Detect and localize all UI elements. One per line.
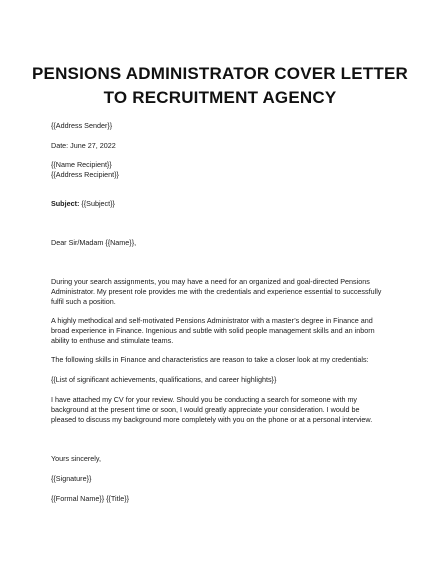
paragraph-1-line-3: fulfil such a position. — [51, 297, 116, 306]
recipient-name: {{Name Recipient}} — [51, 160, 112, 169]
closing: Yours sincerely, — [51, 454, 101, 463]
letter-title-line-2: TO RECRUITMENT AGENCY — [103, 88, 337, 107]
formal-name: {{Formal Name}} {{Title}} — [51, 494, 130, 503]
paragraph-1-line-1: During your search assignments, you may have a need for an organized and goal-directed Pensions — [51, 277, 370, 286]
paragraph-5-line-2: background at the present time or soon, I would greatly appreciate your consideration. I would be — [51, 405, 360, 414]
salutation: Dear Sir/Madam {{Name}}, — [51, 238, 137, 247]
letter-date: Date: June 27, 2022 — [51, 141, 116, 150]
subject-value: {{Subject}} — [79, 199, 115, 208]
paragraph-3: The following skills in Finance and characteristics are reason to take a closer look at my credentials: — [51, 355, 369, 364]
letter-title-line-1: PENSIONS ADMINISTRATOR COVER LETTER — [32, 64, 408, 83]
paragraph-2-line-1: A highly methodical and self-motivated Pensions Administrator with a master’s degree in Finance and — [51, 316, 373, 325]
paragraph-2-line-2: broad experience in Finance. Ingenious and subtle with solid people management skills and an inborn — [51, 326, 375, 335]
paragraph-1-line-2: Administrator. My present role provides me with the credentials and experience essential to successfully — [51, 287, 382, 296]
paragraph-5-line-1: I have attached my CV for your review. Should you be conducting a search for someone with my — [51, 395, 358, 404]
paragraph-2-line-3: ability to enthuse and stimulate teams. — [51, 336, 174, 345]
subject-line — [51, 199, 115, 209]
signature: {{Signature}} — [51, 474, 92, 483]
sender-address: {{Address Sender}} — [51, 121, 113, 130]
paragraph-4: {{List of significant achievements, qualifications, and career highlights}} — [51, 375, 277, 384]
paragraph-5-line-3: pleased to discuss my background more completely with you on the phone or at a personal interview. — [51, 415, 373, 424]
subject-label: Subject: — [51, 199, 80, 208]
recipient-address: {{Address Recipient}} — [51, 170, 119, 179]
